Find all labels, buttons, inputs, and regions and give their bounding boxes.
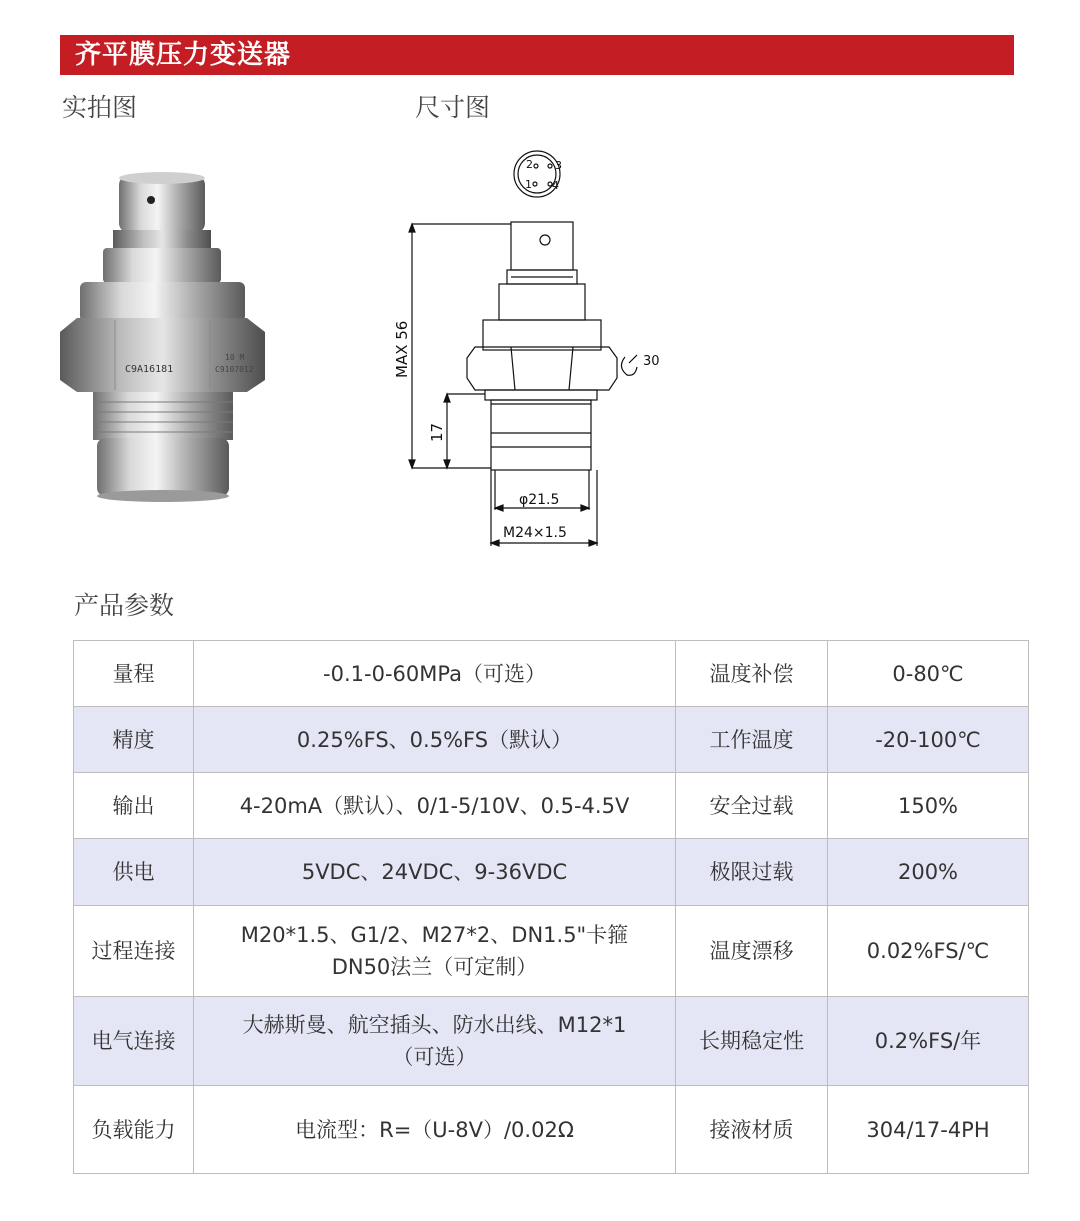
page-title: 齐平膜压力变送器: [60, 35, 1014, 75]
spec-value: 0.25%FS、0.5%FS（默认）: [194, 707, 676, 773]
spec-value: -20-100℃: [828, 707, 1029, 773]
spec-key: 电气连接: [74, 997, 194, 1086]
spec-value-line: （可选）: [392, 1045, 477, 1069]
table-row: [74, 707, 1029, 773]
dimension-section-label: 尺寸图: [415, 93, 491, 122]
spec-key: 极限过载: [676, 839, 828, 906]
spec-value: 0.02%FS/℃: [828, 906, 1029, 997]
engraving-serial: C9107012: [215, 365, 254, 374]
photo-section-label: 实拍图: [62, 93, 138, 122]
spec-value-line: DN50法兰（可定制）: [331, 955, 538, 979]
table-row: [74, 997, 1029, 1086]
spec-table: [73, 640, 1029, 1174]
spec-value: 200%: [828, 839, 1029, 906]
thread-spec-label: M24×1.5: [503, 525, 567, 541]
product-photo: [55, 170, 270, 505]
table-row: [74, 839, 1029, 906]
spec-key: 过程连接: [74, 906, 194, 997]
spec-value: 0-80℃: [828, 641, 1029, 707]
table-row: [74, 906, 1029, 997]
spec-value: 0.2%FS/年: [828, 997, 1029, 1086]
spec-key: 温度漂移: [676, 906, 828, 997]
spec-key: 温度补偿: [676, 641, 828, 707]
params-section-label: 产品参数: [74, 591, 175, 620]
dimension-drawing: [385, 142, 675, 554]
spec-value-line: M20*1.5、G1/2、M27*2、DN1.5"卡箍: [240, 923, 629, 947]
table-row: [74, 641, 1029, 707]
thread-length-label: 17: [428, 422, 446, 442]
spec-key: 精度: [74, 707, 194, 773]
max-length-label: MAX 56: [393, 320, 411, 378]
spec-key: 工作温度: [676, 707, 828, 773]
pin-4-label: 4: [552, 179, 559, 192]
spec-key: 安全过载: [676, 773, 828, 839]
pin-1-label: 1: [525, 178, 532, 191]
spec-key: 输出: [74, 773, 194, 839]
spec-key: 负载能力: [74, 1086, 194, 1174]
spec-value: 电流型：R=（U-8V）/0.02Ω: [194, 1086, 676, 1174]
spec-value: 5VDC、24VDC、9-36VDC: [194, 839, 676, 906]
spec-value: -0.1-0-60MPa（可选）: [194, 641, 676, 707]
wrench-size-label: 30: [643, 354, 660, 369]
table-row: [74, 1086, 1029, 1174]
pin-2-label: 2: [526, 158, 533, 171]
pin-3-label: 3: [555, 159, 562, 172]
spec-value: 4-20mA（默认）、0/1-5/10V、0.5-4.5V: [194, 773, 676, 839]
spec-value: 304/17-4PH: [828, 1086, 1029, 1174]
spec-value: 150%: [828, 773, 1029, 839]
spec-value: [194, 906, 676, 997]
inner-diameter-label: φ21.5: [519, 492, 560, 508]
table-row: [74, 773, 1029, 839]
spec-value-line: 大赫斯曼、航空插头、防水出线、M12*1: [242, 1013, 627, 1037]
spec-key: 接液材质: [676, 1086, 828, 1174]
spec-key: 量程: [74, 641, 194, 707]
engraving-range: 10 M: [225, 353, 245, 362]
engraving-model: C9A16181: [125, 364, 174, 375]
spec-key: 供电: [74, 839, 194, 906]
spec-key: 长期稳定性: [676, 997, 828, 1086]
spec-value: [194, 997, 676, 1086]
